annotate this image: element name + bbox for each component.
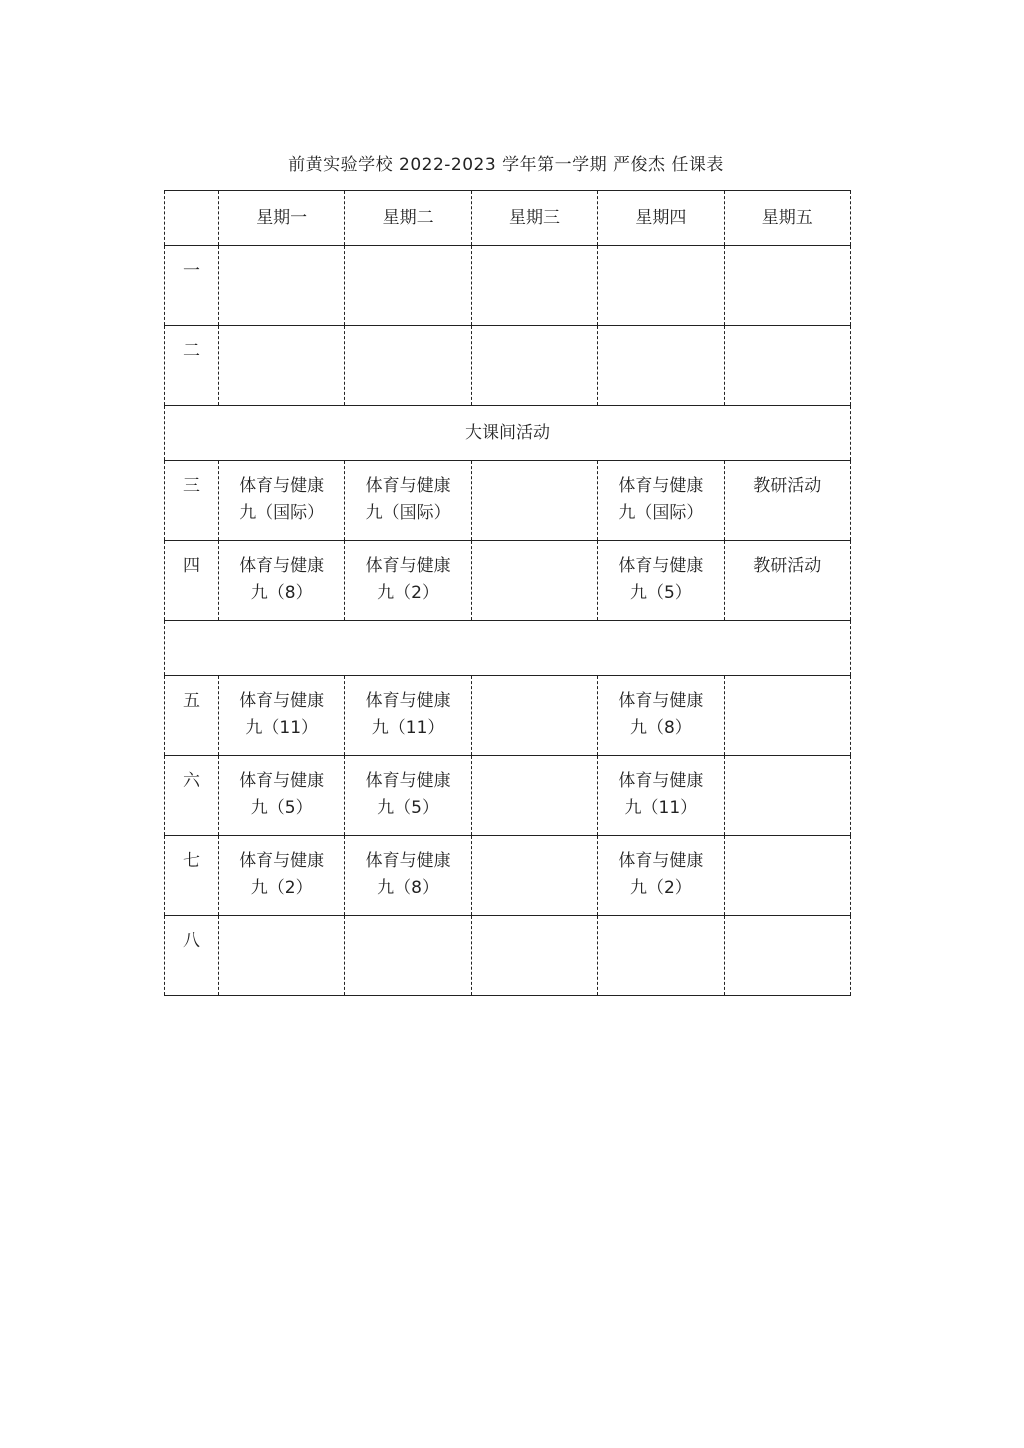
schedule-cell — [598, 916, 724, 996]
course-name: 体育与健康 — [365, 851, 451, 871]
course-name: 体育与健康 — [618, 556, 704, 576]
schedule-cell — [219, 836, 345, 916]
period-row — [165, 326, 851, 406]
class-name: 九（2） — [377, 583, 439, 603]
day-header-tue: 星期二 — [345, 191, 471, 246]
course-name: 体育与健康 — [618, 771, 704, 791]
schedule-cell — [219, 916, 345, 996]
period-label: 三 — [165, 461, 219, 541]
period-row — [165, 676, 851, 756]
schedule-cell — [598, 836, 724, 916]
day-header-wed: 星期三 — [471, 191, 597, 246]
course-name: 体育与健康 — [239, 771, 325, 791]
course-name: 体育与健康 — [365, 771, 451, 791]
day-header-mon: 星期一 — [219, 191, 345, 246]
schedule-cell — [471, 916, 597, 996]
period-row — [165, 836, 851, 916]
schedule-cell — [345, 246, 471, 326]
class-name: 九（5） — [250, 798, 313, 818]
course-name: 体育与健康 — [365, 691, 451, 711]
schedule-cell — [724, 326, 850, 406]
break-row — [165, 406, 851, 461]
schedule-cell — [345, 326, 471, 406]
schedule-cell — [598, 541, 724, 621]
schedule-cell — [219, 461, 345, 541]
period-label: 四 — [165, 541, 219, 621]
period-row — [165, 461, 851, 541]
course-name: 体育与健康 — [239, 691, 325, 711]
schedule-cell — [345, 916, 471, 996]
period-row — [165, 541, 851, 621]
period-label: 八 — [165, 916, 219, 996]
schedule-cell — [724, 246, 850, 326]
period-row — [165, 916, 851, 996]
period-row — [165, 246, 851, 326]
schedule-cell — [219, 541, 345, 621]
schedule-cell — [724, 756, 850, 836]
schedule-cell — [598, 756, 724, 836]
schedule-cell — [345, 836, 471, 916]
class-name: 九（8） — [377, 878, 439, 898]
class-name: 九（11） — [624, 798, 698, 818]
page-title: 前黄实验学校 2022-2023 学年第一学期 严俊杰 任课表 — [288, 155, 724, 175]
class-name: 九（2） — [250, 878, 313, 898]
schedule-cell — [471, 326, 597, 406]
period-label: 六 — [165, 756, 219, 836]
break-row — [165, 621, 851, 676]
schedule-cell — [598, 326, 724, 406]
course-name: 体育与健康 — [618, 691, 704, 711]
course-name: 体育与健康 — [239, 476, 325, 496]
class-name: 九（5） — [377, 798, 439, 818]
course-name: 体育与健康 — [239, 556, 325, 576]
day-header-thu: 星期四 — [598, 191, 724, 246]
schedule-cell — [598, 461, 724, 541]
schedule-cell — [345, 461, 471, 541]
course-name: 体育与健康 — [618, 476, 704, 496]
course-name: 体育与健康 — [365, 476, 451, 496]
schedule-cell — [471, 756, 597, 836]
course-name: 体育与健康 — [365, 556, 451, 576]
schedule-cell — [598, 676, 724, 756]
period-label: 一 — [165, 246, 219, 326]
schedule-cell — [219, 676, 345, 756]
schedule-cell — [724, 461, 850, 541]
schedule-cell — [219, 326, 345, 406]
break-label: 大课间活动 — [165, 406, 851, 461]
class-name: 九（国际） — [618, 503, 704, 523]
class-name: 九（2） — [629, 878, 692, 898]
break-label — [165, 621, 851, 676]
schedule-cell — [471, 461, 597, 541]
schedule-cell — [219, 756, 345, 836]
schedule-cell — [724, 836, 850, 916]
course-name: 教研活动 — [753, 476, 822, 496]
schedule-table — [164, 190, 851, 996]
period-label: 五 — [165, 676, 219, 756]
schedule-cell — [345, 756, 471, 836]
class-name: 九（8） — [629, 718, 692, 738]
schedule-cell — [724, 676, 850, 756]
schedule-cell — [345, 676, 471, 756]
schedule-cell — [598, 246, 724, 326]
day-header-fri: 星期五 — [724, 191, 850, 246]
class-name: 九（8） — [250, 583, 313, 603]
course-name: 体育与健康 — [239, 851, 325, 871]
class-name: 九（国际） — [239, 503, 325, 523]
corner-cell — [165, 191, 219, 246]
period-row — [165, 756, 851, 836]
period-label: 七 — [165, 836, 219, 916]
schedule-cell — [724, 916, 850, 996]
schedule-cell — [724, 541, 850, 621]
schedule-cell — [471, 246, 597, 326]
schedule-cell — [471, 541, 597, 621]
header-row — [165, 191, 851, 246]
schedule-cell — [345, 541, 471, 621]
class-name: 九（国际） — [365, 503, 451, 523]
schedule-cell — [471, 676, 597, 756]
schedule-cell — [219, 246, 345, 326]
class-name: 九（11） — [245, 718, 319, 738]
class-name: 九（5） — [629, 583, 692, 603]
course-name: 体育与健康 — [618, 851, 704, 871]
period-label: 二 — [165, 326, 219, 406]
class-name: 九（11） — [371, 718, 445, 738]
course-name: 教研活动 — [753, 556, 822, 576]
schedule-cell — [471, 836, 597, 916]
